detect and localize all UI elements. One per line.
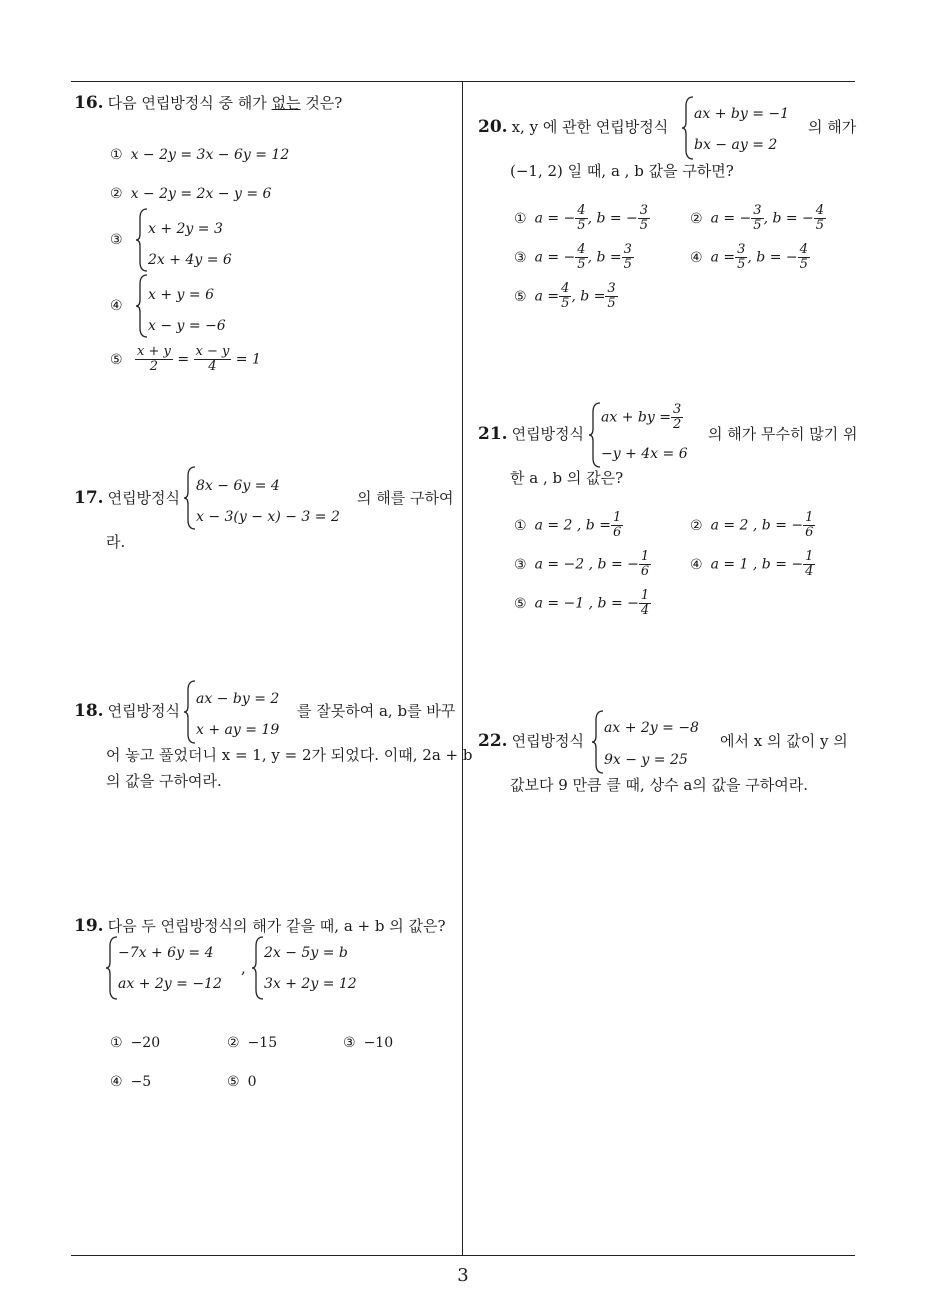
q16-option-2[interactable] (110, 185, 271, 203)
equation-1: −7x + 6y = 4 (118, 945, 214, 961)
q18-stem (74, 701, 180, 721)
equals-sign: = (177, 351, 190, 368)
q21-text: 연립방정식 (511, 425, 585, 443)
q19-option-3[interactable] (343, 1034, 393, 1052)
top-rule (71, 81, 855, 82)
option-marker: ⑤ (514, 595, 527, 612)
option-text: a = −2 , b = − (534, 556, 639, 573)
denominator: 6 (612, 525, 622, 540)
equation-1: x + 2y = 3 (148, 221, 223, 237)
option-marker: ① (110, 147, 123, 163)
option-marker: ① (514, 517, 527, 534)
numerator: 1 (640, 549, 650, 564)
equation-1: ax + by = −1 (694, 106, 790, 122)
option-text: x − 2y = 2x − y = 6 (130, 186, 272, 202)
left-brace-icon (589, 402, 601, 468)
fraction (671, 403, 683, 432)
equation-1: ax + by = (601, 409, 671, 426)
q17-text: 연립방정식 (107, 489, 181, 507)
q16-number: 16. (74, 93, 104, 113)
fraction (135, 345, 173, 374)
q21-text-cont: 의 해가 무수히 많기 위 (708, 425, 858, 443)
equation-2: 9x − y = 25 (604, 752, 688, 768)
q20-text: x, y 에 관한 연립방정식 (511, 118, 669, 136)
q21-text-line2: 한 a , b 의 값은? (510, 469, 624, 487)
page-number: 3 (457, 1265, 469, 1286)
option-marker: ③ (514, 556, 527, 573)
q21-option-4[interactable] (690, 550, 815, 579)
option-text: a = 2 , b = − (710, 517, 804, 534)
q19-option-1[interactable] (110, 1034, 160, 1052)
fraction (751, 204, 763, 233)
option-marker: ④ (690, 556, 703, 573)
q19-number: 19. (74, 916, 104, 936)
q20-text-line2: (−1, 2) 일 때, a , b 값을 구하면? (510, 162, 734, 180)
q19-system-separator: , (241, 959, 246, 977)
q20-option-2[interactable] (690, 204, 826, 233)
option-text: a = − (534, 210, 576, 227)
option-text: a = − (534, 249, 576, 266)
equation-2: bx − ay = 2 (694, 137, 778, 153)
q17-number: 17. (74, 488, 104, 508)
q17-text-end: 라. (106, 533, 126, 551)
q22-text-line2: 값보다 9 만큼 클 때, 상수 a의 값을 구하여라. (510, 776, 809, 794)
left-brace-icon (252, 936, 264, 1000)
q16-text-end: 것은? (300, 94, 343, 112)
equation-1: ax − by = 2 (196, 691, 280, 707)
left-brace-icon (106, 936, 118, 1000)
numerator: 4 (577, 203, 586, 218)
q21-option-3[interactable] (514, 550, 651, 579)
numerator: 1 (805, 510, 814, 525)
option-marker: ① (514, 210, 527, 227)
option-marker: ② (690, 210, 703, 227)
option-marker: ② (690, 517, 703, 534)
option-text: a = 2 , b = (534, 517, 611, 534)
numerator: 1 (805, 549, 814, 564)
numerator: 4 (577, 242, 586, 257)
numerator: x − y (195, 344, 230, 359)
fraction (611, 511, 623, 540)
numerator: 1 (640, 588, 650, 603)
numerator: 1 (612, 510, 622, 525)
numerator: 3 (607, 281, 616, 296)
q18-text-cont: 를 잘못하여 a, b를 바꾸 (297, 702, 456, 720)
left-brace-icon (136, 274, 148, 338)
q17-stem (74, 488, 180, 508)
fraction (575, 204, 587, 233)
numerator: 4 (799, 242, 808, 257)
fraction (803, 511, 815, 540)
option-marker: ⑤ (110, 351, 123, 368)
fraction (814, 204, 826, 233)
left-brace-icon (136, 208, 148, 272)
q16-option-4[interactable] (110, 274, 310, 338)
option-marker: ⑤ (227, 1074, 240, 1090)
fraction (194, 345, 232, 374)
numerator: 4 (815, 203, 825, 218)
q16-text: 다음 연립방정식 중 해가 (107, 94, 272, 112)
equation-2: x + ay = 19 (196, 722, 280, 738)
option-marker: ③ (514, 249, 527, 266)
option-marker: ③ (110, 232, 123, 248)
q21-option-1[interactable] (514, 511, 623, 540)
option-text: 0 (247, 1074, 257, 1090)
equation-2: 2x + 4y = 6 (148, 252, 232, 268)
option-marker: ② (227, 1035, 240, 1051)
denominator: 4 (640, 603, 650, 618)
q17-text-cont: 의 해를 구하여 (357, 489, 454, 507)
q18-number: 18. (74, 701, 104, 721)
fraction (639, 589, 651, 618)
option-marker: ⑤ (514, 288, 527, 305)
option-marker: ④ (110, 1074, 123, 1090)
numerator: 3 (639, 203, 649, 218)
equation-2: −y + 4x = 6 (601, 446, 688, 462)
q16-option-3[interactable] (110, 208, 310, 272)
option-text: a = −1 , b = − (534, 595, 639, 612)
option-text: , b = − (763, 210, 814, 227)
fraction (735, 243, 747, 272)
q22-text-cont: 에서 x 의 값이 y 의 (720, 732, 848, 750)
option-text: −5 (130, 1074, 152, 1090)
denominator: 2 (149, 359, 159, 374)
numerator: 3 (753, 203, 762, 218)
fraction (605, 282, 617, 311)
fraction (803, 550, 815, 579)
left-brace-icon (184, 680, 196, 744)
left-brace-icon (592, 710, 604, 774)
option-text: a = (534, 288, 560, 305)
fraction (622, 243, 634, 272)
bottom-rule (71, 1255, 855, 1256)
q22-stem (478, 731, 584, 751)
option-text: −15 (247, 1035, 278, 1051)
option-text: , b = − (747, 249, 798, 266)
option-marker: ② (110, 186, 123, 202)
denominator: 5 (607, 296, 616, 311)
q20-number: 20. (478, 117, 508, 137)
option-text: , b = − (587, 210, 638, 227)
numerator: x + y (137, 344, 171, 359)
q18-text-line3: 의 값을 구하여라. (106, 772, 222, 790)
option-text: , b = (571, 288, 606, 305)
equation-2: ax + 2y = −12 (118, 976, 222, 992)
fraction (639, 550, 651, 579)
q16-stem (74, 93, 342, 113)
denominator: 4 (208, 359, 217, 374)
q21-option-5[interactable] (514, 589, 651, 618)
equation-2: x − 3(y − x) − 3 = 2 (196, 509, 340, 525)
equation-1: 8x − 6y = 4 (196, 478, 280, 494)
numerator: 3 (623, 242, 632, 257)
q20-option-4[interactable] (690, 243, 810, 272)
q16-option-1[interactable] (110, 146, 289, 164)
q19-option-4[interactable] (110, 1073, 151, 1091)
equation-1: 2x − 5y = b (264, 945, 348, 961)
numerator: 3 (737, 242, 746, 257)
q22-text: 연립방정식 (511, 732, 585, 750)
option-marker: ① (110, 1035, 123, 1051)
left-brace-icon (184, 466, 196, 530)
q18-text: 연립방정식 (107, 702, 181, 720)
option-marker: ③ (343, 1035, 356, 1051)
numerator: 4 (561, 281, 570, 296)
denominator: 5 (799, 257, 808, 272)
q21-option-2[interactable] (690, 511, 815, 540)
denominator: 6 (805, 525, 814, 540)
denominator: 4 (805, 564, 814, 579)
option-text: a = 1 , b = − (710, 556, 804, 573)
equation-2: 3x + 2y = 12 (264, 976, 357, 992)
option-text: x − 2y = 3x − 6y = 12 (130, 147, 290, 163)
equation-1: x + y = 6 (148, 287, 214, 303)
q19-option-2[interactable] (227, 1034, 277, 1052)
denominator: 5 (737, 257, 746, 272)
q20-option-1[interactable] (514, 204, 650, 233)
q20-stem (478, 117, 668, 137)
equation-1: ax + 2y = −8 (604, 720, 699, 736)
denominator: 5 (561, 296, 570, 311)
q20-option-3[interactable] (514, 243, 634, 272)
q16-option-5[interactable] (110, 345, 261, 374)
column-divider (462, 81, 463, 1256)
denominator: 5 (753, 218, 762, 233)
q19-stem (74, 916, 446, 936)
q19-option-5[interactable] (227, 1073, 256, 1091)
numerator: 3 (672, 402, 682, 417)
option-text: −20 (130, 1035, 161, 1051)
option-text: a = − (710, 210, 752, 227)
equation-2: x − y = −6 (148, 318, 226, 334)
denominator: 5 (623, 257, 632, 272)
fraction (575, 243, 587, 272)
denominator: 5 (577, 257, 586, 272)
left-brace-icon (682, 96, 694, 160)
q20-text-cont: 의 해가 (808, 118, 857, 136)
option-marker: ④ (110, 298, 123, 314)
denominator: 5 (639, 218, 649, 233)
denominator: 2 (672, 417, 682, 432)
q21-number: 21. (478, 424, 508, 444)
fraction (559, 282, 571, 311)
q21-stem (478, 424, 584, 444)
q22-number: 22. (478, 731, 508, 751)
option-marker: ④ (690, 249, 703, 266)
denominator: 6 (640, 564, 650, 579)
fraction (798, 243, 810, 272)
denominator: 5 (815, 218, 825, 233)
q19-text: 다음 두 연립방정식의 해가 같을 때, a + b 의 값은? (107, 917, 446, 935)
option-text: −10 (363, 1035, 394, 1051)
option-text: a = (710, 249, 736, 266)
fraction (638, 204, 650, 233)
q20-option-5[interactable] (514, 282, 618, 311)
option-text-tail: = 1 (235, 351, 261, 368)
q16-underlined-word: 없는 (271, 94, 301, 112)
denominator: 5 (577, 218, 586, 233)
option-text: , b = (587, 249, 622, 266)
q18-text-line2: 어 놓고 풀었더니 x = 1, y = 2가 되었다. 이때, 2a + b (106, 746, 473, 764)
